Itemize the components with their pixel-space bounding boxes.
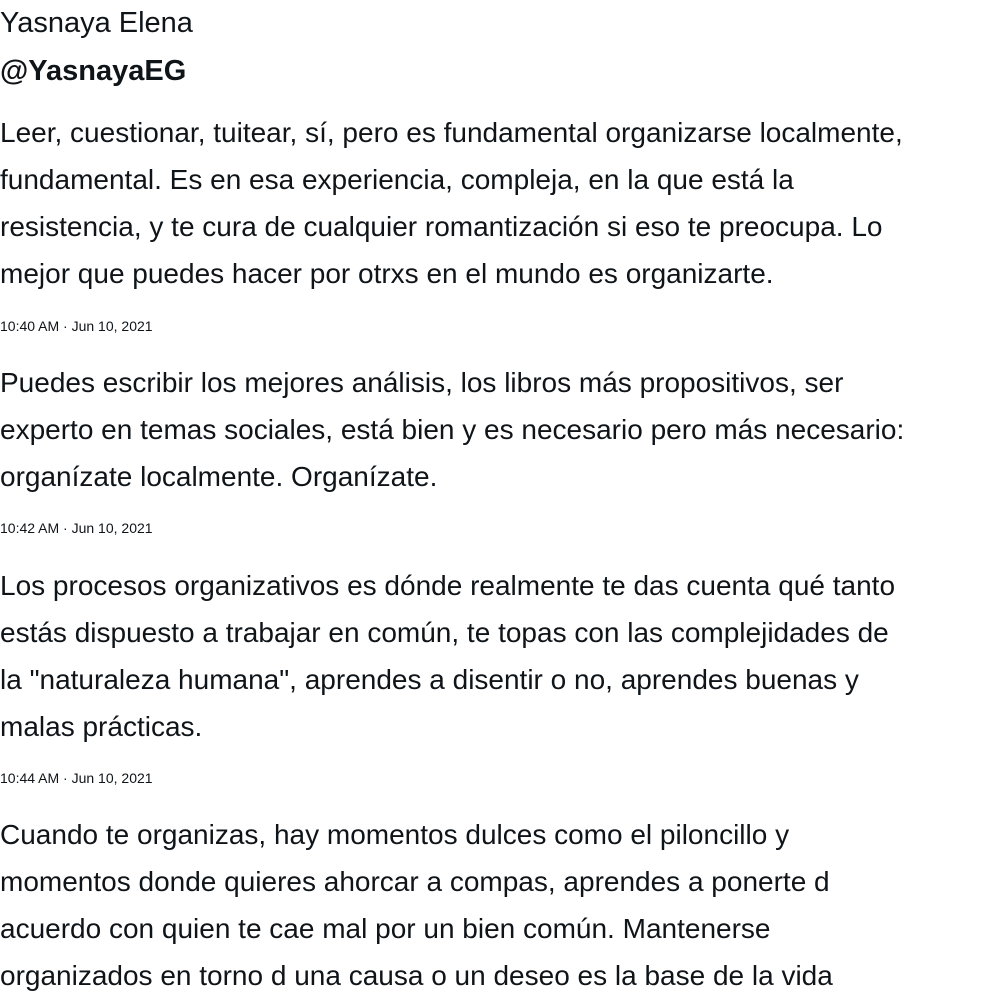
tweet-timestamp-1[interactable]: 10:40 AM · Jun 10, 2021 <box>0 318 153 334</box>
tweet-line: organizados en torno d una causa o un deseo es la base de la vida <box>0 960 833 991</box>
author-handle[interactable]: @YasnayaEG <box>0 55 187 87</box>
tweet-line: resistencia, y te cura de cualquier romantización si eso te preocupa. Lo <box>0 211 883 242</box>
tweet-line: acuerdo con quien te cae mal por un bien común. Mantenerse <box>0 913 771 944</box>
tweet-timestamp-2[interactable]: 10:42 AM · Jun 10, 2021 <box>0 520 153 536</box>
tweet-line: mejor que puedes hacer por otrxs en el mundo es organizarte. <box>0 258 774 289</box>
tweet-text-1 <box>0 109 995 297</box>
tweet-line: la "naturaleza humana", aprendes a disentir o no, aprendes buenas y <box>0 664 859 695</box>
author-name: Yasnaya Elena <box>0 7 193 39</box>
tweet-text-3 <box>0 562 995 750</box>
tweet-timestamp-3[interactable]: 10:44 AM · Jun 10, 2021 <box>0 770 153 786</box>
tweet-line: Puedes escribir los mejores análisis, los libros más propositivos, ser <box>0 367 844 398</box>
tweet-line: Cuando te organizas, hay momentos dulces como el piloncillo y <box>0 819 790 850</box>
tweet-line: momentos donde quieres ahorcar a compas, aprendes a ponerte d <box>0 866 830 897</box>
tweet-line: fundamental. Es en esa experiencia, compleja, en la que está la <box>0 164 794 195</box>
tweet-line: experto en temas sociales, está bien y es necesario pero más necesario: <box>0 414 905 445</box>
tweet-line: organízate localmente. Organízate. <box>0 461 438 492</box>
tweet-line: malas prácticas. <box>0 711 203 742</box>
tweet-text-4 <box>0 811 995 999</box>
tweet-line: estás dispuesto a trabajar en común, te topas con las complejidades de <box>0 617 889 648</box>
tweet-line: Los procesos organizativos es dónde realmente te das cuenta qué tanto <box>0 570 896 601</box>
tweet-line: Leer, cuestionar, tuitear, sí, pero es fundamental organizarse localmente, <box>0 117 903 148</box>
tweet-text-2 <box>0 359 995 500</box>
